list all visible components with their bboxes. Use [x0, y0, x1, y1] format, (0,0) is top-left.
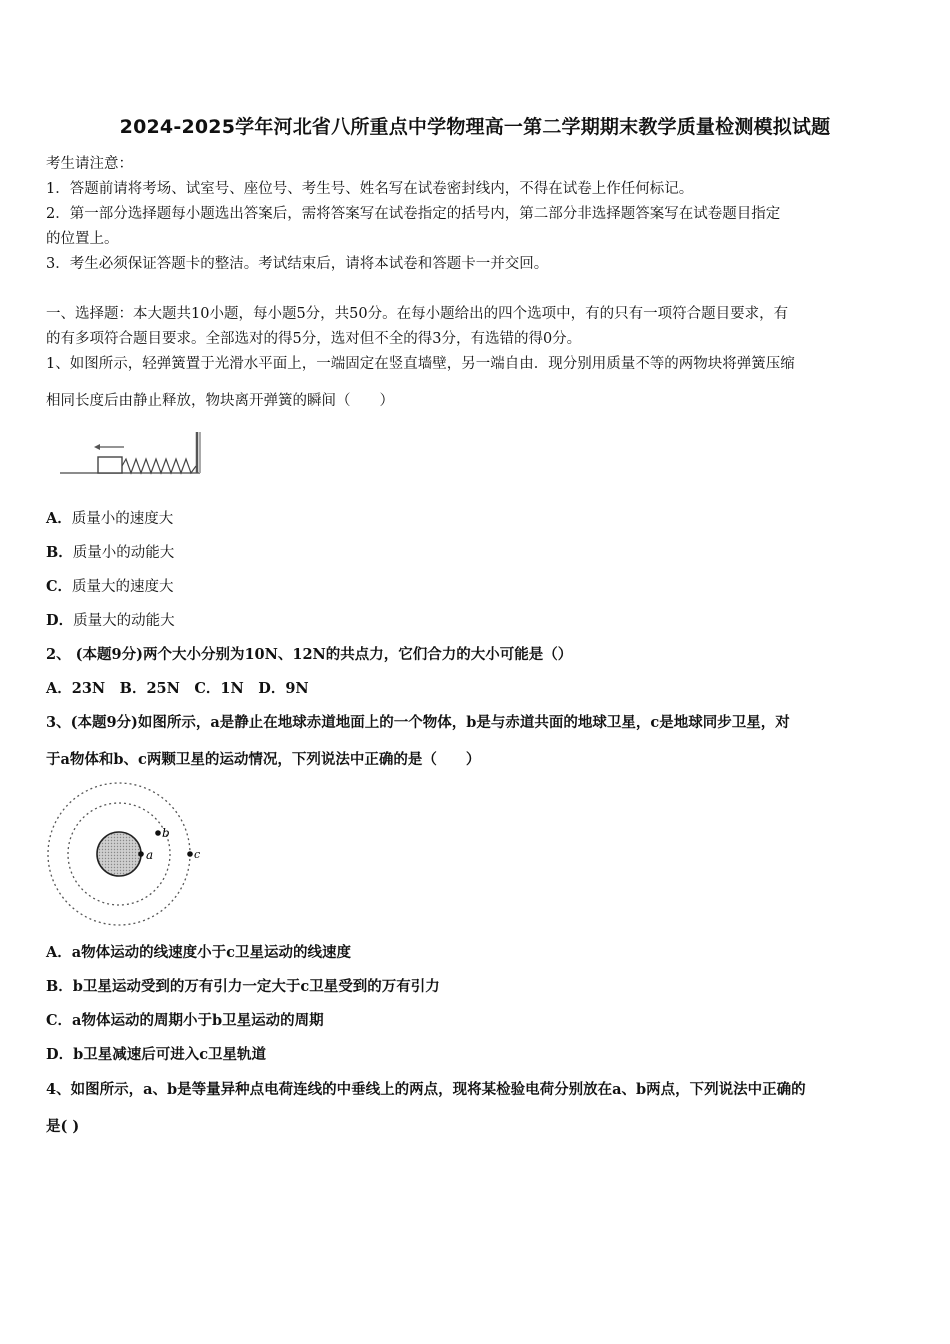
q1-option-b[interactable]: B．质量小的动能大 — [46, 544, 175, 561]
notice-item-2: 2．第一部分选择题每小题选出答案后，需将答案写在试卷指定的括号内，第二部分非选择题答案写在试卷题目指定 — [46, 206, 781, 222]
spring — [122, 459, 196, 473]
q1-spring-figure — [58, 428, 208, 478]
q4-stem-line2: 是( ) — [46, 1118, 80, 1135]
satellite-b — [155, 830, 161, 836]
object-a — [138, 851, 144, 857]
q2-options[interactable]: A．23N B．25N C．1N D．9N — [46, 680, 309, 697]
q3-stem-line1: 3、(本题9分)如图所示，a是静止在地球赤道地面上的一个物体，b是与赤道共面的地球卫星，c是地球同步卫星，对 — [46, 714, 790, 731]
q3-option-d[interactable]: D．b卫星减速后可进入c卫星轨道 — [46, 1046, 267, 1063]
q3-option-c[interactable]: C．a物体运动的周期小于b卫星运动的周期 — [46, 1012, 324, 1029]
q1-stem-line2: 相同长度后由静止释放，物块离开弹簧的瞬间（ ） — [46, 393, 394, 409]
q1-option-d[interactable]: D．质量大的动能大 — [46, 612, 175, 629]
q2-stem: 2、 (本题9分)两个大小分别为10N、12N的共点力，它们合力的大小可能是（） — [46, 646, 573, 663]
block — [98, 457, 122, 473]
q1-option-a[interactable]: A．质量小的速度大 — [46, 510, 174, 527]
notice-item-1: 1．答题前请将考场、试室号、座位号、考生号、姓名写在试卷密封线内，不得在试卷上作任何标记。 — [46, 181, 694, 197]
arrow-head-icon — [94, 444, 100, 450]
section-intro-line1: 一、选择题：本大题共10小题，每小题5分，共50分。在每小题给出的四个选项中，有的只有一项符合题目要求，有 — [46, 306, 789, 322]
notice-item-2-cont: 的位置上。 — [46, 231, 119, 247]
q1-stem-line1: 1、如图所示，轻弹簧置于光滑水平面上，一端固定在竖直墙壁，另一端自由．现分别用质量不等的两物块将弹簧压缩 — [46, 356, 795, 372]
earth — [97, 832, 141, 876]
satellite-c — [187, 851, 193, 857]
notice-heading: 考生请注意： — [46, 156, 133, 172]
page-title: 2024-2025学年河北省八所重点中学物理高一第二学期期末教学质量检测模拟试题 — [119, 116, 831, 138]
notice-item-3: 3．考生必须保证答题卡的整洁。考试结束后，请将本试卷和答题卡一并交回。 — [46, 256, 549, 272]
q1-option-c[interactable]: C．质量大的速度大 — [46, 578, 174, 595]
q3-orbit-figure — [44, 782, 204, 927]
label-b: b — [162, 826, 170, 840]
section-intro-line2: 的有多项符合题目要求。全部选对的得5分，选对但不全的得3分，有选错的得0分。 — [46, 331, 582, 347]
q3-option-a[interactable]: A．a物体运动的线速度小于c卫星运动的线速度 — [46, 944, 351, 961]
label-c: c — [194, 848, 201, 861]
label-a: a — [146, 848, 154, 862]
q4-stem-line1: 4、如图所示，a、b是等量异种点电荷连线的中垂线上的两点，现将某检验电荷分别放在a、b两点，下列说法中正确的 — [46, 1081, 806, 1098]
q3-stem-line2: 于a物体和b、c两颗卫星的运动情况，下列说法中正确的是（ ） — [46, 751, 481, 768]
q3-option-b[interactable]: B．b卫星运动受到的万有引力一定大于c卫星受到的万有引力 — [46, 978, 440, 995]
